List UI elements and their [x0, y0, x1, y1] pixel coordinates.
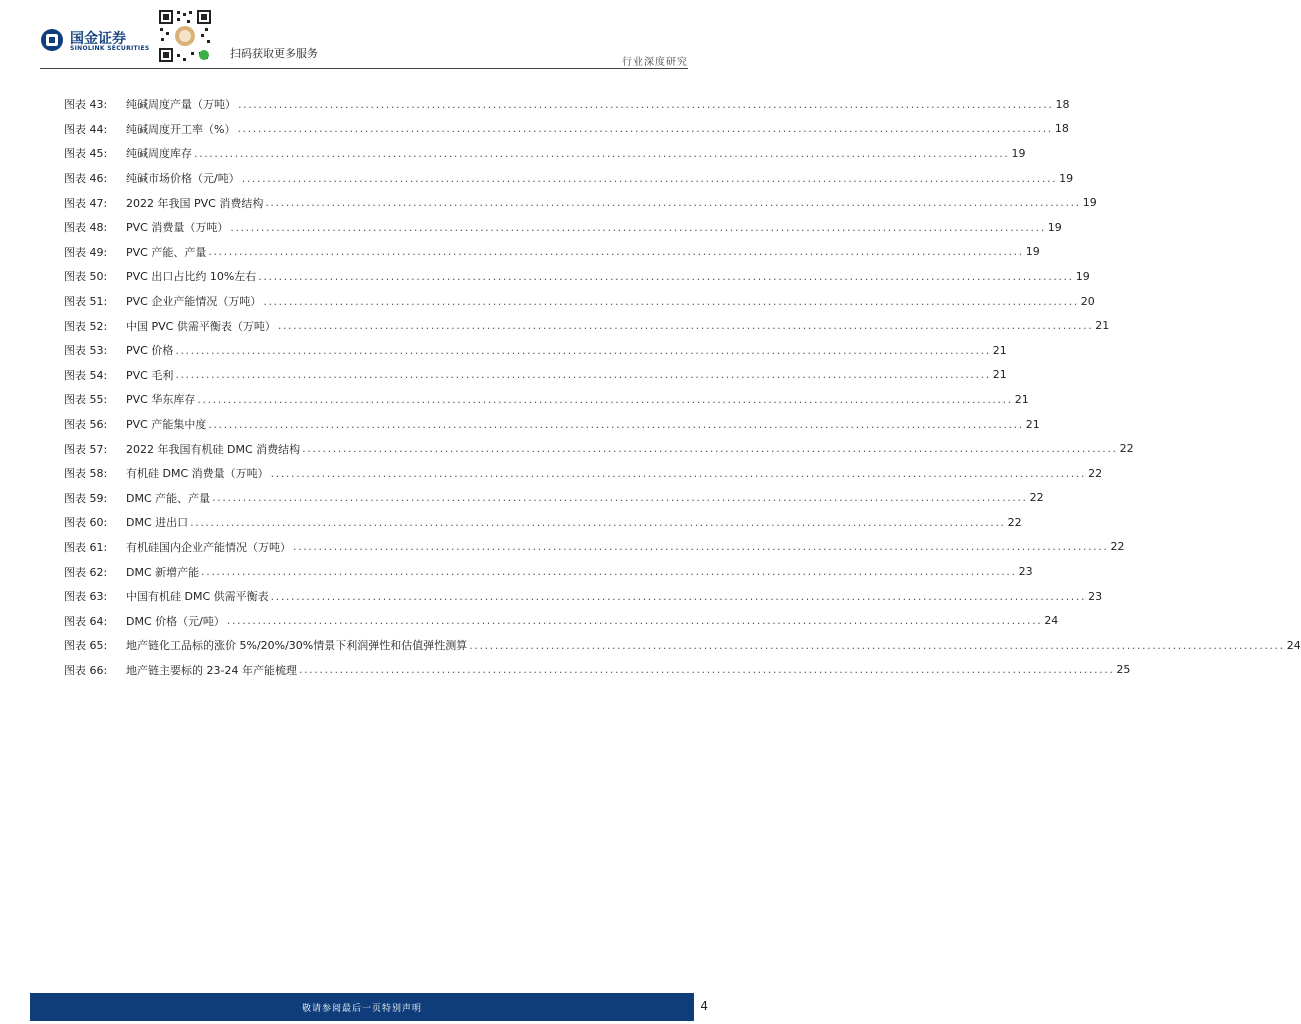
leader-dots: ................................................................................................................................................................: [241, 171, 1058, 185]
list-item[interactable]: [64, 584, 1103, 609]
list-item[interactable]: [64, 363, 1007, 388]
report-type-label: 行业深度研究: [622, 57, 688, 68]
header-divider: [40, 68, 688, 69]
leader-dots: ................................................................................................................................................................: [263, 294, 1079, 308]
figure-number: 图表 63:: [64, 590, 108, 604]
list-item[interactable]: [64, 608, 1059, 633]
list-item[interactable]: [64, 559, 1033, 584]
figure-title: PVC 价格: [126, 344, 174, 358]
page-ref: 21: [992, 343, 1007, 357]
list-item[interactable]: [64, 338, 1007, 363]
leader-dots: ................................................................................................................................................................: [175, 343, 991, 357]
figure-number: 图表 47:: [64, 196, 108, 210]
list-item[interactable]: [64, 289, 1095, 314]
list-item[interactable]: [64, 166, 1074, 191]
leader-dots: ................................................................................................................................................................: [302, 442, 1118, 456]
qr-code-icon[interactable]: [157, 8, 213, 64]
page-ref: 19: [1047, 220, 1062, 234]
figure-number: 图表 65:: [64, 639, 108, 653]
page-ref: 19: [1059, 171, 1074, 185]
list-item[interactable]: [64, 535, 1125, 560]
page-header: [0, 0, 724, 72]
list-item[interactable]: [64, 486, 1044, 511]
page-ref: 22: [1088, 466, 1103, 480]
page-ref: 22: [1007, 515, 1022, 529]
page-ref: 18: [1055, 97, 1070, 111]
figure-title: 中国有机硅 DMC 供需平衡表: [126, 590, 269, 604]
list-item[interactable]: [64, 461, 1103, 486]
page-ref: 19: [1011, 146, 1026, 160]
page-ref: 21: [1014, 392, 1029, 406]
figure-title: 纯碱周度产量（万吨）: [126, 98, 236, 112]
page-ref: 19: [1025, 245, 1040, 259]
figure-title: 有机硅 DMC 消费量（万吨）: [126, 467, 269, 481]
figure-index-list: [64, 92, 1301, 682]
page-ref: 21: [992, 368, 1007, 382]
leader-dots: ................................................................................................................................................................: [298, 663, 1115, 677]
figure-number: 图表 44:: [64, 122, 108, 136]
page-ref: 23: [1088, 589, 1103, 603]
figure-title: 纯碱周度开工率（%）: [126, 122, 236, 136]
list-item[interactable]: [64, 313, 1110, 338]
page-ref: 20: [1080, 294, 1095, 308]
page-footer-bar: [30, 993, 694, 1021]
figure-title: 纯碱周度库存: [126, 147, 192, 161]
page-ref: 24: [1286, 638, 1301, 652]
figure-title: 纯碱市场价格（元/吨）: [126, 172, 240, 186]
list-item[interactable]: [64, 412, 1040, 437]
figure-title: DMC 进出口: [126, 516, 189, 530]
figure-number: 图表 48:: [64, 221, 108, 235]
figure-number: 图表 59:: [64, 491, 108, 505]
logo-text-en: SINOLINK SECURITIES: [70, 45, 150, 52]
figure-number: 图表 62:: [64, 565, 108, 579]
figure-number: 图表 52:: [64, 319, 108, 333]
figure-number: 图表 53:: [64, 344, 108, 358]
list-item[interactable]: [64, 436, 1134, 461]
figure-title: 中国 PVC 供需平衡表（万吨）: [126, 319, 276, 333]
figure-number: 图表 58:: [64, 467, 108, 481]
figure-title: PVC 出口占比约 10%左右: [126, 270, 257, 284]
figure-title: DMC 价格（元/吨）: [126, 614, 225, 628]
list-item[interactable]: [64, 92, 1070, 117]
list-item[interactable]: [64, 387, 1029, 412]
leader-dots: ................................................................................................................................................................: [212, 491, 1028, 505]
leader-dots: ................................................................................................................................................................: [277, 319, 1094, 333]
list-item[interactable]: [64, 141, 1026, 166]
figure-number: 图表 66:: [64, 663, 108, 677]
leader-dots: ................................................................................................................................................................: [208, 417, 1024, 431]
page-ref: 19: [1082, 196, 1097, 210]
figure-title: PVC 消费量（万吨）: [126, 221, 229, 235]
footer-disclaimer: 敬请参阅最后一页特别声明: [301, 1004, 422, 1014]
page-ref: 22: [1119, 442, 1134, 456]
figure-number: 图表 43:: [64, 98, 108, 112]
list-item[interactable]: [64, 658, 1131, 683]
figure-title: PVC 产能集中度: [126, 418, 207, 432]
leader-dots: ................................................................................................................................................................: [201, 565, 1017, 579]
figure-number: 图表 56:: [64, 418, 108, 432]
list-item[interactable]: [64, 633, 1301, 658]
figure-number: 图表 55:: [64, 393, 108, 407]
page-ref: 21: [1095, 319, 1110, 333]
figure-number: 图表 49:: [64, 245, 108, 259]
figure-number: 图表 46:: [64, 172, 108, 186]
list-item[interactable]: [64, 215, 1062, 240]
figure-number: 图表 50:: [64, 270, 108, 284]
figure-number: 图表 54:: [64, 368, 108, 382]
page-ref: 22: [1110, 540, 1125, 554]
figure-number: 图表 45:: [64, 147, 108, 161]
scan-qr-caption: 扫码获取更多服务: [230, 47, 318, 60]
list-item[interactable]: [64, 117, 1069, 142]
figure-title: 有机硅国内企业产能情况（万吨）: [126, 540, 291, 554]
page-ref: 22: [1029, 491, 1044, 505]
page-ref: 18: [1054, 122, 1069, 136]
leader-dots: ................................................................................................................................................................: [194, 146, 1010, 160]
leader-dots: ................................................................................................................................................................: [270, 589, 1087, 603]
list-item[interactable]: [64, 240, 1040, 265]
leader-dots: ................................................................................................................................................................: [226, 614, 1043, 628]
figure-title: PVC 企业产能情况（万吨）: [126, 295, 262, 309]
figure-title: 2022 年我国 PVC 消费结构: [126, 196, 264, 210]
figure-title: DMC 产能、产量: [126, 491, 211, 505]
figure-title: 地产链主要标的 23-24 年产能梳理: [126, 663, 297, 677]
sinolink-logo-icon: [40, 28, 64, 52]
leader-dots: ................................................................................................................................................................: [238, 97, 1054, 111]
page-ref: 21: [1025, 417, 1040, 431]
leader-dots: ................................................................................................................................................................: [265, 196, 1081, 210]
figure-number: 图表 61:: [64, 540, 108, 554]
figure-title: 地产链化工品标的涨价 5%/20%/30%情景下利润弹性和估值弹性测算: [126, 639, 468, 653]
figure-title: PVC 华东库存: [126, 393, 196, 407]
leader-dots: ................................................................................................................................................................: [270, 466, 1087, 480]
logo-text-cn: 国金证券: [70, 31, 126, 47]
figure-title: PVC 毛利: [126, 368, 174, 382]
leader-dots: ................................................................................................................................................................: [175, 368, 991, 382]
list-item[interactable]: [64, 190, 1097, 215]
figure-number: 图表 57:: [64, 442, 108, 456]
figure-title: PVC 产能、产量: [126, 245, 207, 259]
figure-number: 图表 51:: [64, 295, 108, 309]
figure-title: 2022 年我国有机硅 DMC 消费结构: [126, 442, 301, 456]
leader-dots: ................................................................................................................................................................: [469, 638, 1285, 652]
page-ref: 25: [1116, 663, 1131, 677]
leader-dots: ................................................................................................................................................................: [208, 245, 1024, 259]
page-number: 4: [700, 999, 708, 1013]
leader-dots: ................................................................................................................................................................: [258, 269, 1074, 283]
page-ref: 23: [1018, 565, 1033, 579]
leader-dots: ................................................................................................................................................................: [230, 220, 1046, 234]
leader-dots: ................................................................................................................................................................: [237, 122, 1053, 136]
leader-dots: ................................................................................................................................................................: [190, 515, 1006, 529]
page-ref: 24: [1044, 614, 1059, 628]
page-ref: 19: [1075, 269, 1090, 283]
list-item[interactable]: [64, 510, 1022, 535]
list-item[interactable]: [64, 264, 1090, 289]
leader-dots: ................................................................................................................................................................: [197, 392, 1013, 406]
figure-number: 图表 60:: [64, 516, 108, 530]
leader-dots: ................................................................................................................................................................: [293, 540, 1109, 554]
figure-number: 图表 64:: [64, 614, 108, 628]
figure-title: DMC 新增产能: [126, 565, 200, 579]
